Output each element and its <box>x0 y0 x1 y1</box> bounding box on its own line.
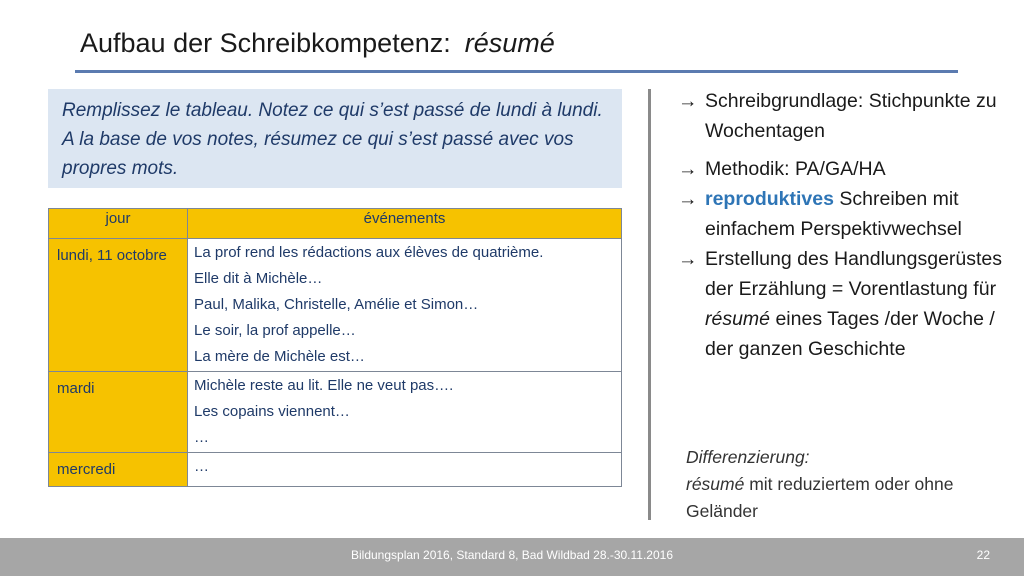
title-underline <box>75 70 958 73</box>
event-item: … <box>194 429 209 446</box>
point-item <box>678 184 1018 244</box>
events-cell <box>188 239 622 372</box>
footer-bar <box>0 538 1024 576</box>
table-row <box>49 372 622 453</box>
points-list <box>678 86 1018 364</box>
events-cell <box>188 453 622 487</box>
point-text: Methodik: PA/GA/HA <box>705 158 886 180</box>
event-item: La prof rend les rédactions aux élèves de quatrième. <box>194 244 544 261</box>
slide-title-italic: résumé <box>464 28 555 58</box>
arrow-right-icon: → <box>678 90 698 112</box>
vertical-divider <box>648 89 651 520</box>
day-cell: lundi, 11 octobre <box>49 239 188 372</box>
point-text-a: Erstellung des Handlungsgerüstes der Erzählung = Vorentlastung für <box>705 248 1003 300</box>
day-cell: mercredi <box>49 453 188 487</box>
page-number: 22 <box>976 548 990 562</box>
point-item <box>678 154 1018 184</box>
header-evenements: événements <box>188 209 622 239</box>
event-item: Michèle reste au lit. Elle ne veut pas…. <box>194 377 454 394</box>
events-cell <box>188 372 622 453</box>
point-item <box>678 244 1018 364</box>
differenzierung-heading: Differenzierung: <box>686 447 810 467</box>
event-item: La mère de Michèle est… <box>194 348 365 365</box>
arrow-right-icon: → <box>678 248 698 270</box>
day-cell: mardi <box>49 372 188 453</box>
point-text <box>705 244 1018 364</box>
point-italic: résumé <box>705 308 771 330</box>
point-item <box>678 86 1018 146</box>
event-item: Paul, Malika, Christelle, Amélie et Simon… <box>194 296 479 313</box>
differenzierung-note <box>686 444 1006 525</box>
point-highlight: reproduktives <box>705 188 834 210</box>
event-item: … <box>194 458 209 475</box>
event-item: Les copains viennent… <box>194 403 350 420</box>
event-item: Le soir, la prof appelle… <box>194 322 356 339</box>
footer-text: Bildungsplan 2016, Standard 8, Bad Wildbad 28.-30.11.2016 <box>350 548 673 562</box>
arrow-right-icon: → <box>678 158 698 180</box>
point-text: Schreibgrundlage: Stichpunkte zu Wochentagen <box>705 90 997 142</box>
differenzierung-italic: résumé <box>686 474 745 494</box>
instruction-box: Remplissez le tableau. Notez ce qui s’est passé de lundi à lundi. A la base de vos notes, résumez ce qui s’est passé avec vos propres mots. <box>48 89 622 188</box>
slide-title <box>80 28 555 59</box>
table-row <box>49 453 622 487</box>
point-text <box>705 184 1018 244</box>
point-text-b: eines Tages /der Woche / der ganzen Geschichte <box>705 308 995 360</box>
point-text-rest: Schreiben mit einfachem Perspektivwechsel <box>705 188 962 240</box>
header-jour: jour <box>49 209 188 239</box>
arrow-right-icon: → <box>678 188 698 210</box>
week-table <box>48 208 622 487</box>
differenzierung-rest: mit reduziertem oder ohne Geländer <box>686 474 954 521</box>
event-item: Elle dit à Michèle… <box>194 270 323 287</box>
differenzierung-text <box>686 471 1006 525</box>
table-header-row <box>49 209 622 239</box>
table-row <box>49 239 622 372</box>
slide-title-main: Aufbau der Schreibkompetenz: <box>80 28 451 58</box>
